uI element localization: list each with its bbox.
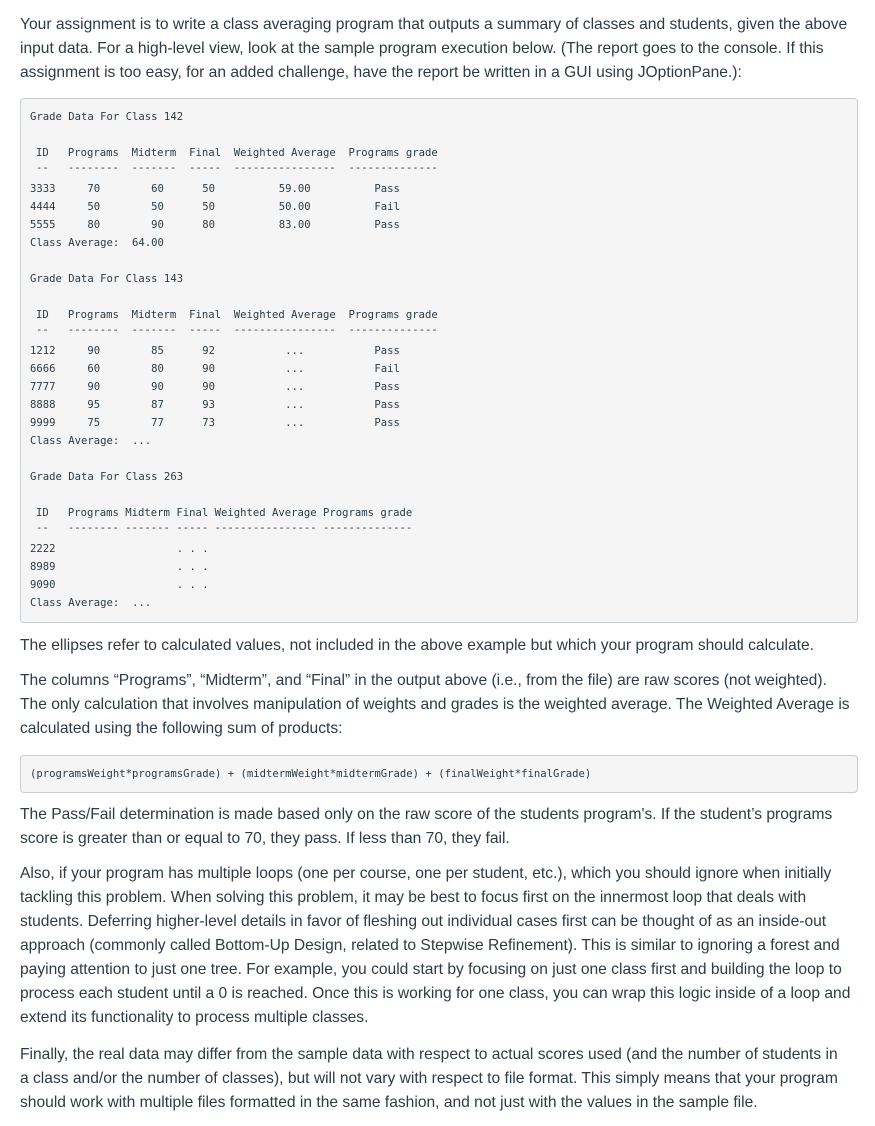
class-263-dashes: -- -------- ------- ----- ---------------- -------------- xyxy=(36,522,413,534)
class-263-average: Class Average: ... xyxy=(30,597,152,609)
weighted-average-formula: (programsWeight*programsGrade) + (midtermWeight*midtermGrade) + (finalWeight*finalGrade) xyxy=(30,768,592,780)
table-row: 4444 50 50 50 50.00 Fail xyxy=(30,201,400,213)
class-142-dashes: -- -------- ------- ----- ---------------- -------------- xyxy=(36,162,438,174)
class-142-average: Class Average: 64.00 xyxy=(30,237,164,249)
class-143-dashes: -- -------- ------- ----- ---------------- -------------- xyxy=(36,324,438,336)
class-263-header: ID Programs Midterm Final Weighted Average Programs grade xyxy=(36,507,413,519)
sample-output-block xyxy=(20,98,858,623)
table-row: 6666 60 80 90 ... Fail xyxy=(30,363,400,375)
class-143-title: Grade Data For Class 143 xyxy=(30,273,184,285)
table-row: 9999 75 77 73 ... Pass xyxy=(30,417,400,429)
final-paragraph: Finally, the real data may differ from the sample data with respect to actual scores used (and the number of students in a class and/or the number of classes), but will not vary with respect to file format. This simply means that your program should work with multiple files formatted in the same fashion, and not just with the values in the sample file. xyxy=(20,1046,838,1111)
table-row: 2222 . . . xyxy=(30,543,209,555)
table-row: 7777 90 90 90 ... Pass xyxy=(30,381,400,393)
formula-block xyxy=(20,755,858,793)
table-row: 8989 . . . xyxy=(30,561,209,573)
table-row: 1212 90 85 92 ... Pass xyxy=(30,345,400,357)
class-143-average: Class Average: ... xyxy=(30,435,152,447)
columns-paragraph: The columns “Programs”, “Midterm”, and “Final” in the output above (i.e., from the file) are raw scores (not weighted). The only calculation that involves manipulation of weights and grades is the weighted average. The Weighted Average is calculated using the following sum of products: xyxy=(20,672,850,737)
class-142-header: ID Programs Midterm Final Weighted Average Programs grade xyxy=(36,147,438,159)
pass-fail-paragraph: The Pass/Fail determination is made based only on the raw score of the students program's. If the student’s programs score is greater than or equal to 70, they pass. If less than 70, they fail. xyxy=(20,806,833,847)
table-row: 8888 95 87 93 ... Pass xyxy=(30,399,400,411)
table-row: 3333 70 60 50 59.00 Pass xyxy=(30,183,400,195)
loops-paragraph: Also, if your program has multiple loops (one per course, one per student, etc.), which you should ignore when initially tackling this problem. When solving this problem, it may be best to focus first on the innermost loop that deals with students. Deferring higher-level details in favor of fleshing out individual cases first can be thought of as an inside-out approach (commonly called Bottom-Up Design, related to Stepwise Refinement). This is similar to ignoring a forest and paying attention to just one tree. For example, you could start by focusing on just one class first and building the loop to process each student until a 0 is reached. Once this is working for one class, you can wrap this logic inside of a loop and extend its functionality to process multiple classes. xyxy=(20,865,851,1026)
ellipses-paragraph: The ellipses refer to calculated values, not included in the above example but which your program should calculate. xyxy=(20,637,815,654)
table-row: 5555 80 90 80 83.00 Pass xyxy=(30,219,400,231)
class-142-title: Grade Data For Class 142 xyxy=(30,111,184,123)
intro-paragraph: Your assignment is to write a class averaging program that outputs a summary of classes and students, given the above input data. For a high-level view, look at the sample program execution below. (The report goes to the console. If this assignment is too easy, for an added challenge, have the report be written in a GUI using JOptionPane.): xyxy=(20,16,848,81)
class-143-header: ID Programs Midterm Final Weighted Average Programs grade xyxy=(36,309,438,321)
table-row: 9090 . . . xyxy=(30,579,209,591)
class-263-title: Grade Data For Class 263 xyxy=(30,471,184,483)
